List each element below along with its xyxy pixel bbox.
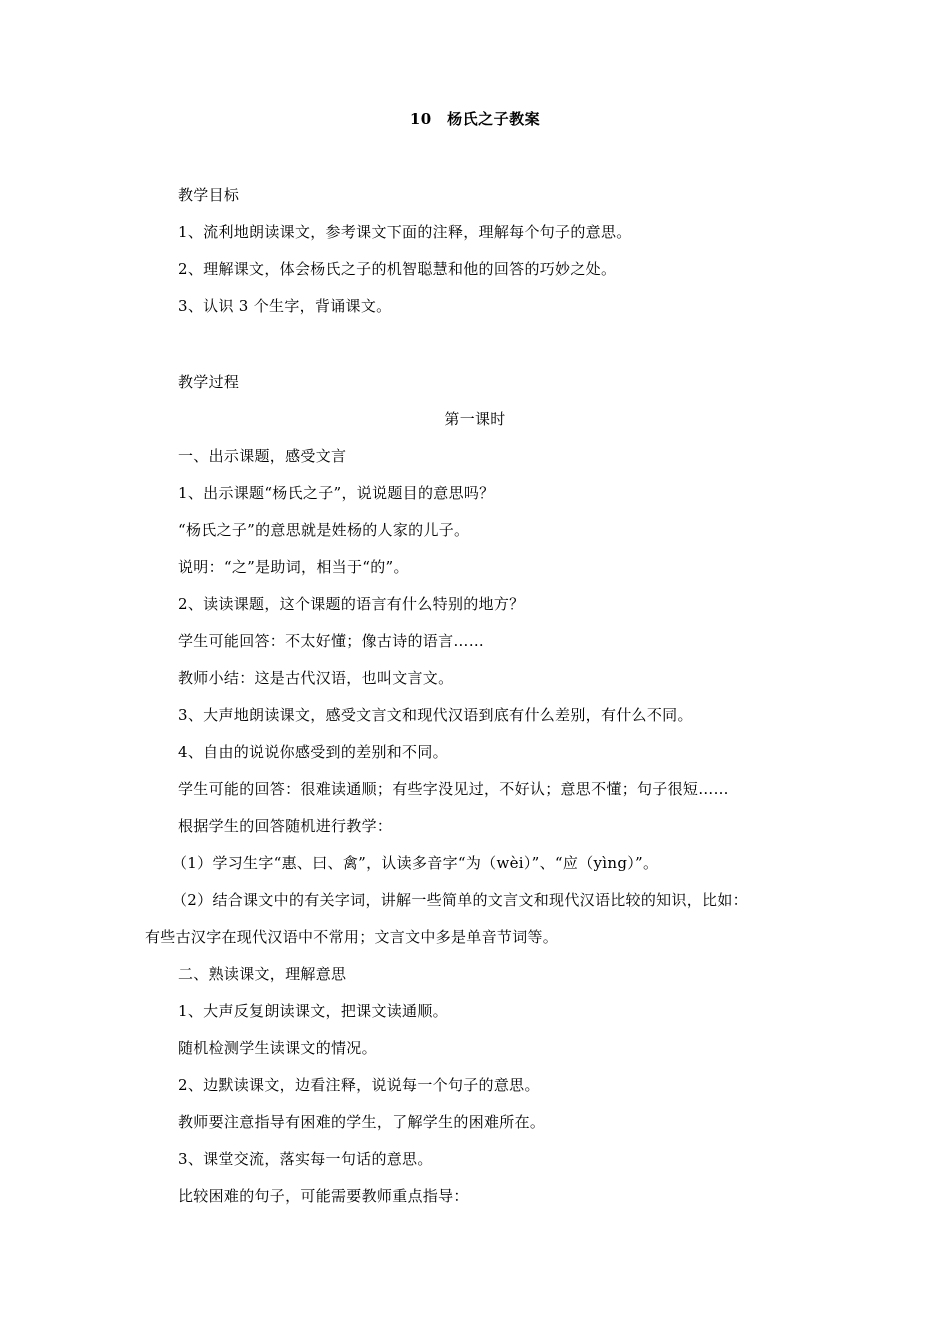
document-title: 10 杨氏之子教案 <box>409 110 541 128</box>
section1-heading: 一、出示课题，感受文言 <box>178 447 347 465</box>
paragraph-line: 教师要注意指导有困难的学生，了解学生的困难所在。 <box>178 1113 546 1131</box>
paragraph-line: 根据学生的回答随机进行教学： <box>178 817 393 835</box>
goals-heading: 教学目标 <box>178 186 240 204</box>
paragraph-line: 随机检测学生读课文的情况。 <box>178 1039 377 1057</box>
lesson-label: 第一课时 <box>444 410 506 428</box>
paragraph-line: “杨氏之子”的意思就是姓杨的人家的儿子。 <box>178 521 470 539</box>
paragraph-line: 1、大声反复朗读课文，把课文读通顺。 <box>178 1002 448 1020</box>
section2-heading: 二、熟读课文，理解意思 <box>178 965 347 983</box>
goal-item: 1、流利地朗读课文，参考课文下面的注释，理解每个句子的意思。 <box>178 223 632 241</box>
paragraph-line: 说明：“之”是助词，相当于“的”。 <box>178 558 409 576</box>
process-heading: 教学过程 <box>178 373 240 391</box>
paragraph-line: 教师小结：这是古代汉语，也叫文言文。 <box>178 669 454 687</box>
paragraph-line: 1、出示课题“杨氏之子”，说说题目的意思吗？ <box>178 484 495 502</box>
paragraph-line: 2、边默读课文，边看注释，说说每一个句子的意思。 <box>178 1076 540 1094</box>
paragraph-line: 比较困难的句子，可能需要教师重点指导： <box>178 1187 469 1205</box>
goal-item: 2、理解课文，体会杨氏之子的机智聪慧和他的回答的巧妙之处。 <box>178 260 617 278</box>
paragraph-line: 有些古汉字在现代汉语中不常用；文言文中多是单音节词等。 <box>145 928 559 946</box>
paragraph-line: 3、课堂交流，落实每一句话的意思。 <box>178 1150 433 1168</box>
paragraph-line: 学生可能的回答：很难读通顺；有些字没见过，不好认；意思不懂；句子很短…… <box>178 780 729 798</box>
paragraph-line: 2、读读课题，这个课题的语言有什么特别的地方？ <box>178 595 525 613</box>
paragraph-line: （2）结合课文中的有关字词，讲解一些简单的文言文和现代汉语比较的知识，比如： <box>172 891 748 909</box>
paragraph-line: 3、大声地朗读课文，感受文言文和现代汉语到底有什么差别，有什么不同。 <box>178 706 693 724</box>
goal-item: 3、认识 3 个生字，背诵课文。 <box>178 297 392 315</box>
paragraph-line: 4、自由的说说你感受到的差别和不同。 <box>178 743 448 761</box>
paragraph-line: （1）学习生字“惠、曰、禽”，认读多音字“为（wèi）”、“应（yìng）”。 <box>172 854 659 872</box>
paragraph-line: 学生可能回答：不太好懂；像古诗的语言…… <box>178 632 485 650</box>
